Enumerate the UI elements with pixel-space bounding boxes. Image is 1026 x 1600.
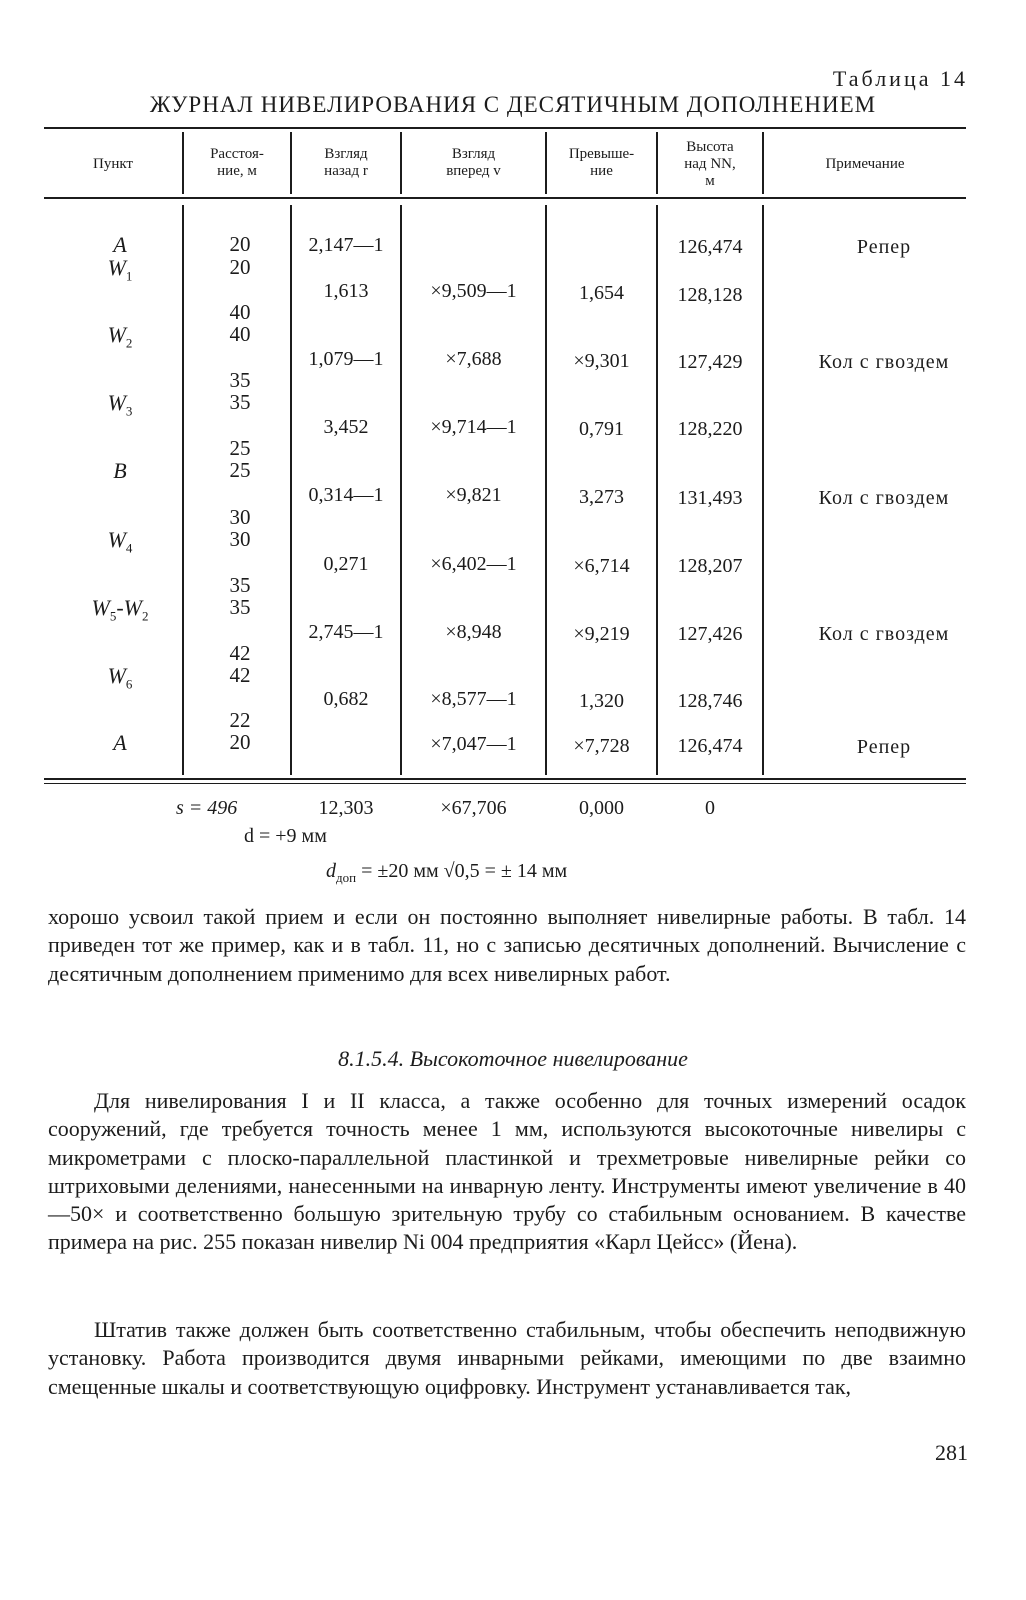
- distance-value: 20: [229, 255, 251, 279]
- distance-value: 42: [229, 663, 251, 687]
- header-height: Высота над NN, м: [684, 139, 736, 189]
- distance-value: 25: [229, 436, 251, 460]
- paragraph-1: хорошо усвоил такой прием и если он постоянно выполняет нивелирные работы. В табл. 14 приведен тот же пример, как и в табл. 11, но с записью десятичных дополнений. Вычисление с десятичным дополнением применимо для всех нивелирных работ.: [48, 904, 966, 986]
- distance-value: 20: [229, 232, 251, 256]
- distance-value: 30: [229, 527, 251, 551]
- point-label: A: [113, 730, 127, 755]
- height-value: 127,429: [677, 351, 743, 373]
- height-value: 128,207: [677, 555, 743, 577]
- header-bottom-rule: [44, 197, 966, 199]
- sum-height: 0: [705, 797, 715, 819]
- header-note: Примечание: [825, 156, 905, 172]
- backsight-value: 3,452: [323, 416, 369, 438]
- header-backsight: Взгляд назад r: [324, 146, 368, 179]
- foresight-value: ×8,577—1: [430, 688, 517, 710]
- header-point: Пункт: [92, 156, 133, 172]
- note-value: Репер: [856, 736, 912, 758]
- allowed-misclosure: $d_{доп} = \pm 20$ мм √0,5 = ± 14 мм: [326, 860, 568, 885]
- table-number: Таблица 14: [832, 66, 968, 91]
- height-value: 128,220: [677, 418, 743, 440]
- distance-value: 22: [229, 708, 251, 732]
- point-label: $W_6$: [107, 663, 133, 692]
- point-label: $W_5-W_2$: [91, 595, 149, 624]
- foresight-value: ×9,821: [445, 484, 502, 506]
- excess-value: ×7,728: [573, 735, 630, 757]
- distance-value: 25: [229, 458, 251, 482]
- sum-backsight: 12,303: [318, 797, 374, 819]
- excess-value: ×6,714: [573, 555, 630, 577]
- sum-distance: s = 496: [176, 797, 238, 819]
- point-label: B: [113, 458, 127, 483]
- point-label: $W_4$: [107, 527, 133, 556]
- distance-value: 40: [229, 300, 251, 324]
- misclosure: d = +9 мм: [244, 825, 327, 847]
- excess-value: ×9,301: [573, 350, 630, 372]
- excess-value: ×9,219: [573, 623, 630, 645]
- distance-value: 35: [229, 390, 251, 414]
- table-top-rule: [44, 127, 966, 129]
- note-value: Кол с гвоздем: [818, 487, 950, 509]
- distance-value: 20: [229, 730, 251, 754]
- header-excess: Превыше- ние: [568, 146, 635, 179]
- table-bottom-rule-thin: [44, 783, 966, 784]
- point-label: $W_3$: [107, 390, 133, 419]
- backsight-value: 1,079—1: [308, 348, 384, 370]
- foresight-value: ×7,688: [445, 348, 502, 370]
- paragraph-3: Штатив также должен быть соответственно стабильным, чтобы обеспечить неподвижную установку. Работа производится двумя инварными рейками, имеющими по две взаимно смещенные шкалы и соответствующую оцифровку. Инструмент устанавливается так,: [48, 1317, 966, 1399]
- col-rule-6: [762, 205, 764, 775]
- sum-excess: 0,000: [579, 797, 624, 819]
- sum-foresight: ×67,706: [440, 797, 507, 819]
- distance-value: 35: [229, 368, 251, 392]
- backsight-value: 2,147—1: [308, 234, 384, 256]
- page-number: 281: [935, 1440, 968, 1465]
- backsight-value: 0,314—1: [308, 484, 384, 506]
- foresight-value: ×6,402—1: [430, 553, 517, 575]
- foresight-value: ×7,047—1: [430, 733, 517, 755]
- height-value: 131,493: [677, 487, 743, 509]
- point-label: A: [113, 232, 127, 257]
- foresight-value: ×9,714—1: [430, 416, 517, 438]
- section-title: 8.1.5.4. Высокоточное нивелирование: [338, 1046, 688, 1071]
- point-label: $W_1$: [107, 255, 133, 284]
- point-label: $W_2$: [107, 322, 133, 351]
- foresight-value: ×8,948: [445, 621, 502, 643]
- note-value: Кол с гвоздем: [818, 351, 950, 373]
- excess-value: 0,791: [579, 418, 624, 440]
- paragraph-2: Для нивелирования I и II класса, а также особенно для точных измерений осадок сооружений, где требуется точность менее 1 мм, используются высокоточные нивелиры с микрометрами с плоско-параллельной пластинкой и трехметровые нивелирные рейки со штриховыми делениями, нанесенными на инварную ленту. Инструменты имеют увеличение в 40—50× и соответственно большую зрительную трубу со стабильным основанием. В качестве примера на рис. 255 показан нивелир Ni 004 предприятия «Карл Цейсс» (Йена).: [48, 1088, 966, 1255]
- excess-value: 1,320: [579, 690, 624, 712]
- header-distance: Расстоя- ние, м: [210, 146, 264, 179]
- backsight-value: 0,271: [323, 553, 369, 575]
- excess-value: 1,654: [579, 282, 624, 304]
- height-value: 127,426: [677, 623, 743, 645]
- header-foresight: Взгляд вперед v: [446, 146, 501, 179]
- distance-value: 35: [229, 595, 251, 619]
- note-value: Репер: [856, 236, 912, 258]
- height-value: 126,474: [677, 735, 743, 757]
- foresight-value: ×9,509—1: [430, 280, 517, 302]
- distance-value: 35: [229, 573, 251, 597]
- height-value: 128,128: [677, 284, 743, 306]
- distance-value: 42: [229, 641, 251, 665]
- distance-value: 30: [229, 505, 251, 529]
- note-value: Кол с гвоздем: [818, 623, 950, 645]
- backsight-value: 2,745—1: [308, 621, 384, 643]
- excess-value: 3,273: [579, 486, 624, 508]
- height-value: 126,474: [677, 236, 743, 258]
- backsight-value: 0,682: [323, 688, 369, 710]
- table-title: ЖУРНАЛ НИВЕЛИРОВАНИЯ С ДЕСЯТИЧНЫМ ДОПОЛНЕНИЕМ: [149, 92, 877, 117]
- backsight-value: 1,613: [323, 280, 369, 302]
- distance-value: 40: [229, 322, 251, 346]
- table-bottom-rule: [44, 778, 966, 780]
- height-value: 128,746: [677, 690, 743, 712]
